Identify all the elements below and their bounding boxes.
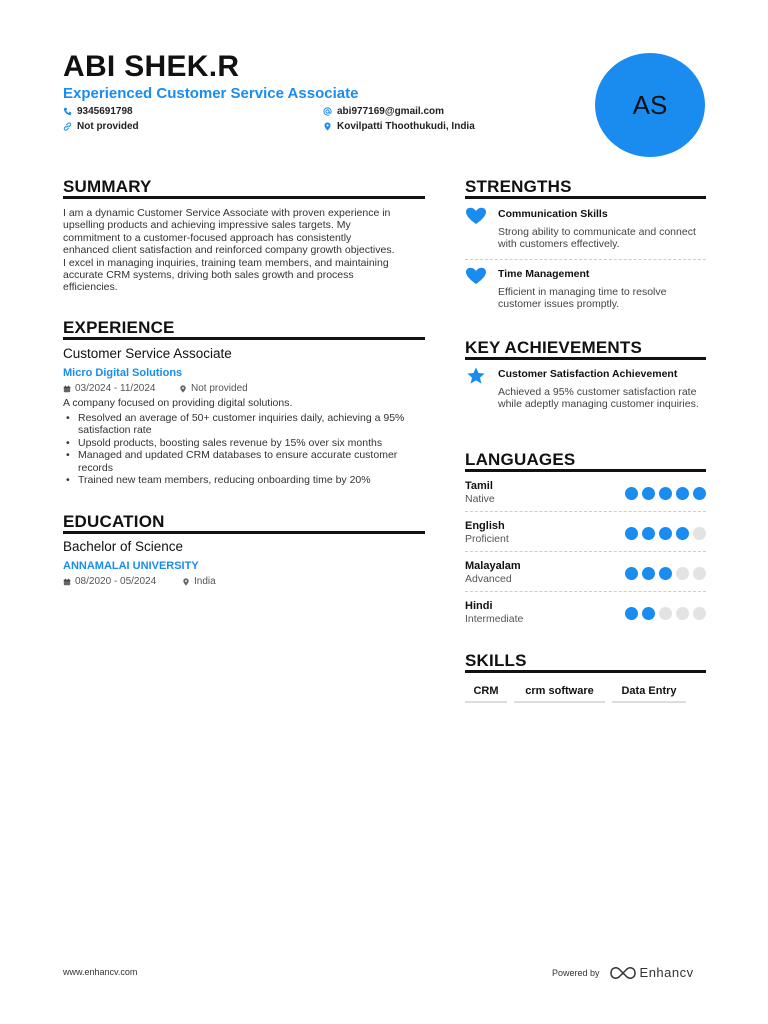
list-item: • Trained new team members, reducing onboarding time by 20%	[63, 474, 433, 486]
email-text: abi977169@gmail.com	[337, 106, 445, 117]
strength-description: Strong ability to communicate and connect with customers effectively.	[498, 226, 696, 251]
rating-dot-filled	[625, 527, 638, 540]
calendar-icon	[63, 578, 71, 586]
link-contact	[63, 121, 139, 132]
rating-dot-filled	[625, 607, 638, 620]
link-icon	[63, 122, 72, 131]
rating-dot-filled	[676, 527, 689, 540]
calendar-icon	[63, 385, 71, 393]
skill-tag: Data Entry	[612, 685, 686, 703]
skills-heading: SKILLS	[465, 651, 527, 670]
location-pin-icon	[323, 122, 332, 131]
skill-tag: crm software	[514, 685, 605, 703]
education-dates-text: 08/2020 - 05/2024	[75, 576, 157, 587]
phone-icon	[63, 107, 72, 116]
summary-line: accurate CRM systems, driving both sales growth and process	[63, 269, 354, 282]
achievement-description: Achieved a 95% customer satisfaction rate while adeptly managing customer inquiries.	[498, 386, 699, 411]
footer-branding	[552, 965, 694, 980]
job-title: Customer Service Associate	[63, 346, 232, 361]
footer-website[interactable]: www.enhancv.com	[63, 967, 138, 977]
education-dates	[63, 576, 156, 587]
divider	[465, 591, 706, 592]
education-heading: EDUCATION	[63, 512, 165, 531]
rating-dot-empty	[676, 567, 689, 580]
language-rating	[625, 567, 706, 580]
strength-item	[465, 207, 706, 255]
rating-dot-empty	[693, 567, 706, 580]
divider	[465, 551, 706, 552]
language-name: Malayalam	[465, 560, 521, 572]
language-level: Intermediate	[465, 613, 524, 625]
rating-dot-empty	[659, 607, 672, 620]
enhancv-logo-icon	[610, 967, 636, 979]
summary-rule	[63, 196, 425, 199]
language-rating	[625, 527, 706, 540]
strengths-heading: STRENGTHS	[465, 177, 572, 196]
rating-dot-filled	[659, 567, 672, 580]
skill-tag: CRM	[465, 685, 507, 703]
divider	[465, 259, 706, 260]
language-name: Tamil	[465, 480, 493, 492]
location-contact	[323, 121, 475, 132]
experience-heading: EXPERIENCE	[63, 318, 175, 337]
degree: Bachelor of Science	[63, 539, 184, 554]
skills-rule	[465, 670, 706, 673]
job-dates-text: 03/2024 - 11/2024	[75, 383, 156, 394]
location-pin-icon	[179, 385, 187, 393]
rating-dot-filled	[642, 607, 655, 620]
summary-line: I excel in managing inquiries, training team members, and maintaining	[63, 256, 389, 269]
strengths-rule	[465, 196, 706, 199]
achievement-item	[465, 367, 706, 427]
job-dates	[63, 383, 155, 394]
list-item: • Resolved an average of 50+ customer inquiries daily, achieving a 95% satisfaction rate	[63, 412, 433, 437]
education-location-text: India	[194, 576, 216, 587]
strength-title: Communication Skills	[498, 208, 608, 220]
rating-dot-filled	[659, 527, 672, 540]
language-rating	[625, 487, 706, 500]
list-item: • Upsold products, boosting sales revenue by 15% over six months	[63, 437, 433, 449]
summary-text	[63, 207, 433, 294]
star-icon	[465, 367, 487, 385]
strength-description: Efficient in managing time to resolve customer issues promptly.	[498, 286, 667, 311]
language-rating	[625, 607, 706, 620]
achievements-rule	[465, 357, 706, 360]
company-description: A company focused on providing digital solutions.	[63, 397, 293, 409]
language-name: Hindi	[465, 600, 493, 612]
list-item: • Managed and updated CRM databases to ensure accurate customer records	[63, 449, 433, 474]
enhancv-logo-text: Enhancv	[639, 965, 694, 980]
strength-item	[465, 267, 706, 315]
education-rule	[63, 531, 425, 534]
phone-contact	[63, 106, 133, 117]
heart-icon	[465, 267, 487, 285]
achievements-heading: KEY ACHIEVEMENTS	[465, 338, 643, 357]
at-icon	[323, 107, 332, 116]
rating-dot-empty	[693, 527, 706, 540]
job-location	[179, 383, 248, 394]
school-name: ANNAMALAI UNIVERSITY	[63, 560, 199, 572]
avatar	[595, 53, 705, 157]
email-contact	[323, 106, 444, 117]
rating-dot-filled	[642, 487, 655, 500]
rating-dot-filled	[642, 527, 655, 540]
link-text: Not provided	[77, 121, 139, 132]
location-pin-icon	[182, 578, 190, 586]
summary-line: I am a dynamic Customer Service Associate with proven experience in	[63, 207, 391, 219]
avatar-initials: AS	[632, 89, 668, 120]
rating-dot-filled	[642, 567, 655, 580]
summary-heading: SUMMARY	[63, 177, 152, 196]
candidate-headline: Experienced Customer Service Associate	[63, 85, 359, 102]
achievement-title: Customer Satisfaction Achievement	[498, 368, 678, 380]
language-level: Advanced	[465, 573, 512, 585]
rating-dot-filled	[676, 487, 689, 500]
rating-dot-filled	[625, 487, 638, 500]
rating-dot-empty	[676, 607, 689, 620]
rating-dot-empty	[693, 607, 706, 620]
phone-text: 9345691798	[77, 106, 133, 117]
experience-rule	[63, 337, 425, 340]
languages-rule	[465, 469, 706, 472]
divider	[465, 511, 706, 512]
experience-bullets	[63, 412, 433, 486]
language-name: English	[465, 520, 505, 532]
language-level: Proficient	[465, 533, 509, 545]
education-location	[182, 576, 216, 587]
powered-by-text: Powered by	[552, 967, 600, 978]
heart-icon	[465, 207, 487, 225]
candidate-name: ABI SHEK.R	[63, 50, 240, 83]
job-location-text: Not provided	[191, 383, 248, 394]
rating-dot-filled	[693, 487, 706, 500]
language-level: Native	[465, 493, 495, 505]
summary-line: efficiencies.	[63, 281, 118, 294]
languages-heading: LANGUAGES	[465, 450, 576, 469]
location-text: Kovilpatti Thoothukudi, India	[337, 121, 475, 132]
summary-line: commitment to a customer-focused approach has consistently	[63, 231, 352, 244]
rating-dot-filled	[659, 487, 672, 500]
strength-title: Time Management	[498, 268, 590, 280]
enhancv-logo[interactable]	[610, 965, 694, 980]
rating-dot-filled	[625, 567, 638, 580]
summary-line: enhanced client satisfaction and reinforced company growth objectives.	[63, 244, 395, 257]
company-name: Micro Digital Solutions	[63, 367, 183, 379]
summary-line: upselling products and achieving impressive sales targets. My	[63, 219, 351, 232]
